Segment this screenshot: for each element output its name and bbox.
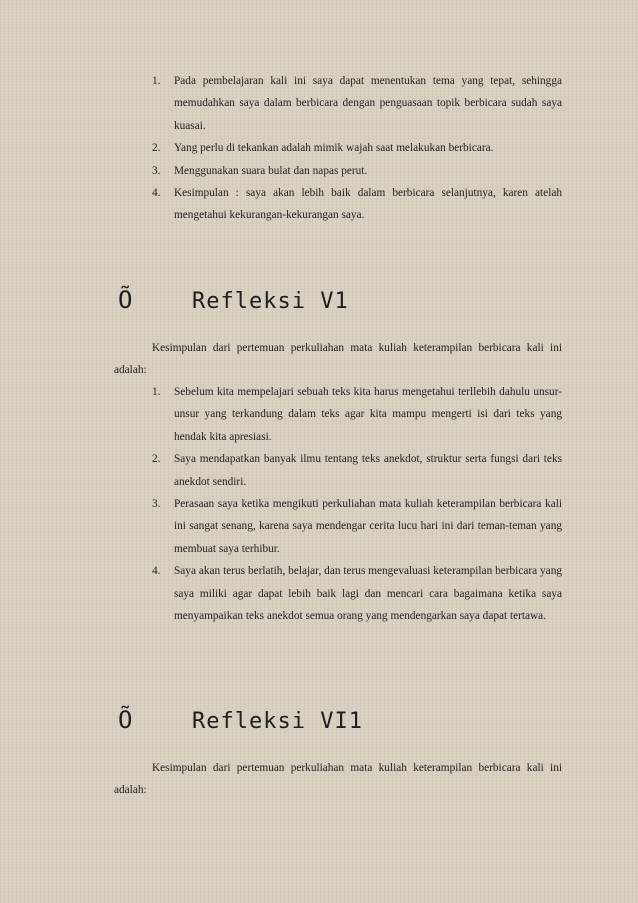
list-text: Pada pembelajaran kali ini saya dapat menentukan tema yang tepat, sehingga memudahkan saya dalam berbicara dengan penguasaan topik berbicara sudah saya kuasai. bbox=[174, 75, 562, 132]
section-heading-refleksi-v1 bbox=[118, 286, 349, 314]
list-number: 1. bbox=[152, 386, 161, 398]
section-intro-paragraph bbox=[114, 757, 562, 802]
intro-text: Kesimpulan dari pertemuan perkuliahan mata kuliah keterampilan berbicara kali ini adalah: bbox=[114, 762, 562, 797]
list-item bbox=[152, 560, 562, 627]
list-number: 3. bbox=[152, 498, 161, 511]
heading-bullet-icon: Õ bbox=[118, 286, 134, 314]
reflection-list-v1 bbox=[152, 381, 562, 627]
list-item bbox=[152, 137, 562, 159]
section-heading-refleksi-vi1 bbox=[118, 706, 363, 734]
reflection-list-previous bbox=[152, 70, 562, 227]
heading-bullet-icon: Õ bbox=[118, 706, 134, 734]
list-item bbox=[152, 448, 562, 493]
list-number: 1. bbox=[152, 75, 161, 87]
list-text: Saya akan terus berlatih, belajar, dan terus mengevaluasi keterampilan berbicara yang saya miliki agar dapat lebih baik lagi dan mencari cara bagaimana ketika saya menyampaikan teks anekdot semua orang yang mendengarkan saya dapat tertawa. bbox=[174, 565, 562, 623]
list-item bbox=[152, 493, 562, 560]
intro-text: Kesimpulan dari pertemuan perkuliahan mata kuliah keterampilan berbicara kali ini adalah: bbox=[114, 342, 562, 377]
list-text: Kesimpulan : saya akan lebih baik dalam berbicara selanjutnya, karen atelah mengetahui kekurangan-kekurangan saya. bbox=[174, 187, 562, 222]
list-item bbox=[152, 182, 562, 227]
heading-title: Refleksi VI1 bbox=[192, 709, 363, 734]
section-intro-paragraph bbox=[114, 337, 562, 382]
list-number: 4. bbox=[152, 187, 161, 200]
list-number: 3. bbox=[152, 164, 161, 177]
list-text: Yang perlu di tekankan adalah mimik wajah saat melakukan berbicara. bbox=[174, 142, 494, 155]
list-item bbox=[152, 381, 562, 448]
list-item bbox=[152, 70, 562, 137]
list-number: 2. bbox=[152, 142, 161, 155]
list-item bbox=[152, 160, 562, 182]
list-text: Saya mendapatkan banyak ilmu tentang teks anekdot, struktur serta fungsi dari teks anekdot sendiri. bbox=[174, 453, 562, 488]
list-number: 4. bbox=[152, 565, 161, 578]
list-number: 2. bbox=[152, 453, 161, 466]
list-text: Perasaan saya ketika mengikuti perkuliahan mata kuliah keterampilan berbicara kali ini sangat senang, karena saya mendengar cerita lucu hari ini dari teman-teman yang membuat saya terhibur. bbox=[174, 498, 562, 555]
list-text: Menggunakan suara bulat dan napas perut. bbox=[174, 164, 368, 177]
list-text: Sebelum kita mempelajari sebuah teks kita harus mengetahui terllebih dahulu unsur-unsur yang terkandung dalam teks agar kita mampu mengerti isi dari teks yang hendak kita apresiasi. bbox=[174, 386, 562, 443]
heading-title: Refleksi V1 bbox=[192, 289, 349, 314]
